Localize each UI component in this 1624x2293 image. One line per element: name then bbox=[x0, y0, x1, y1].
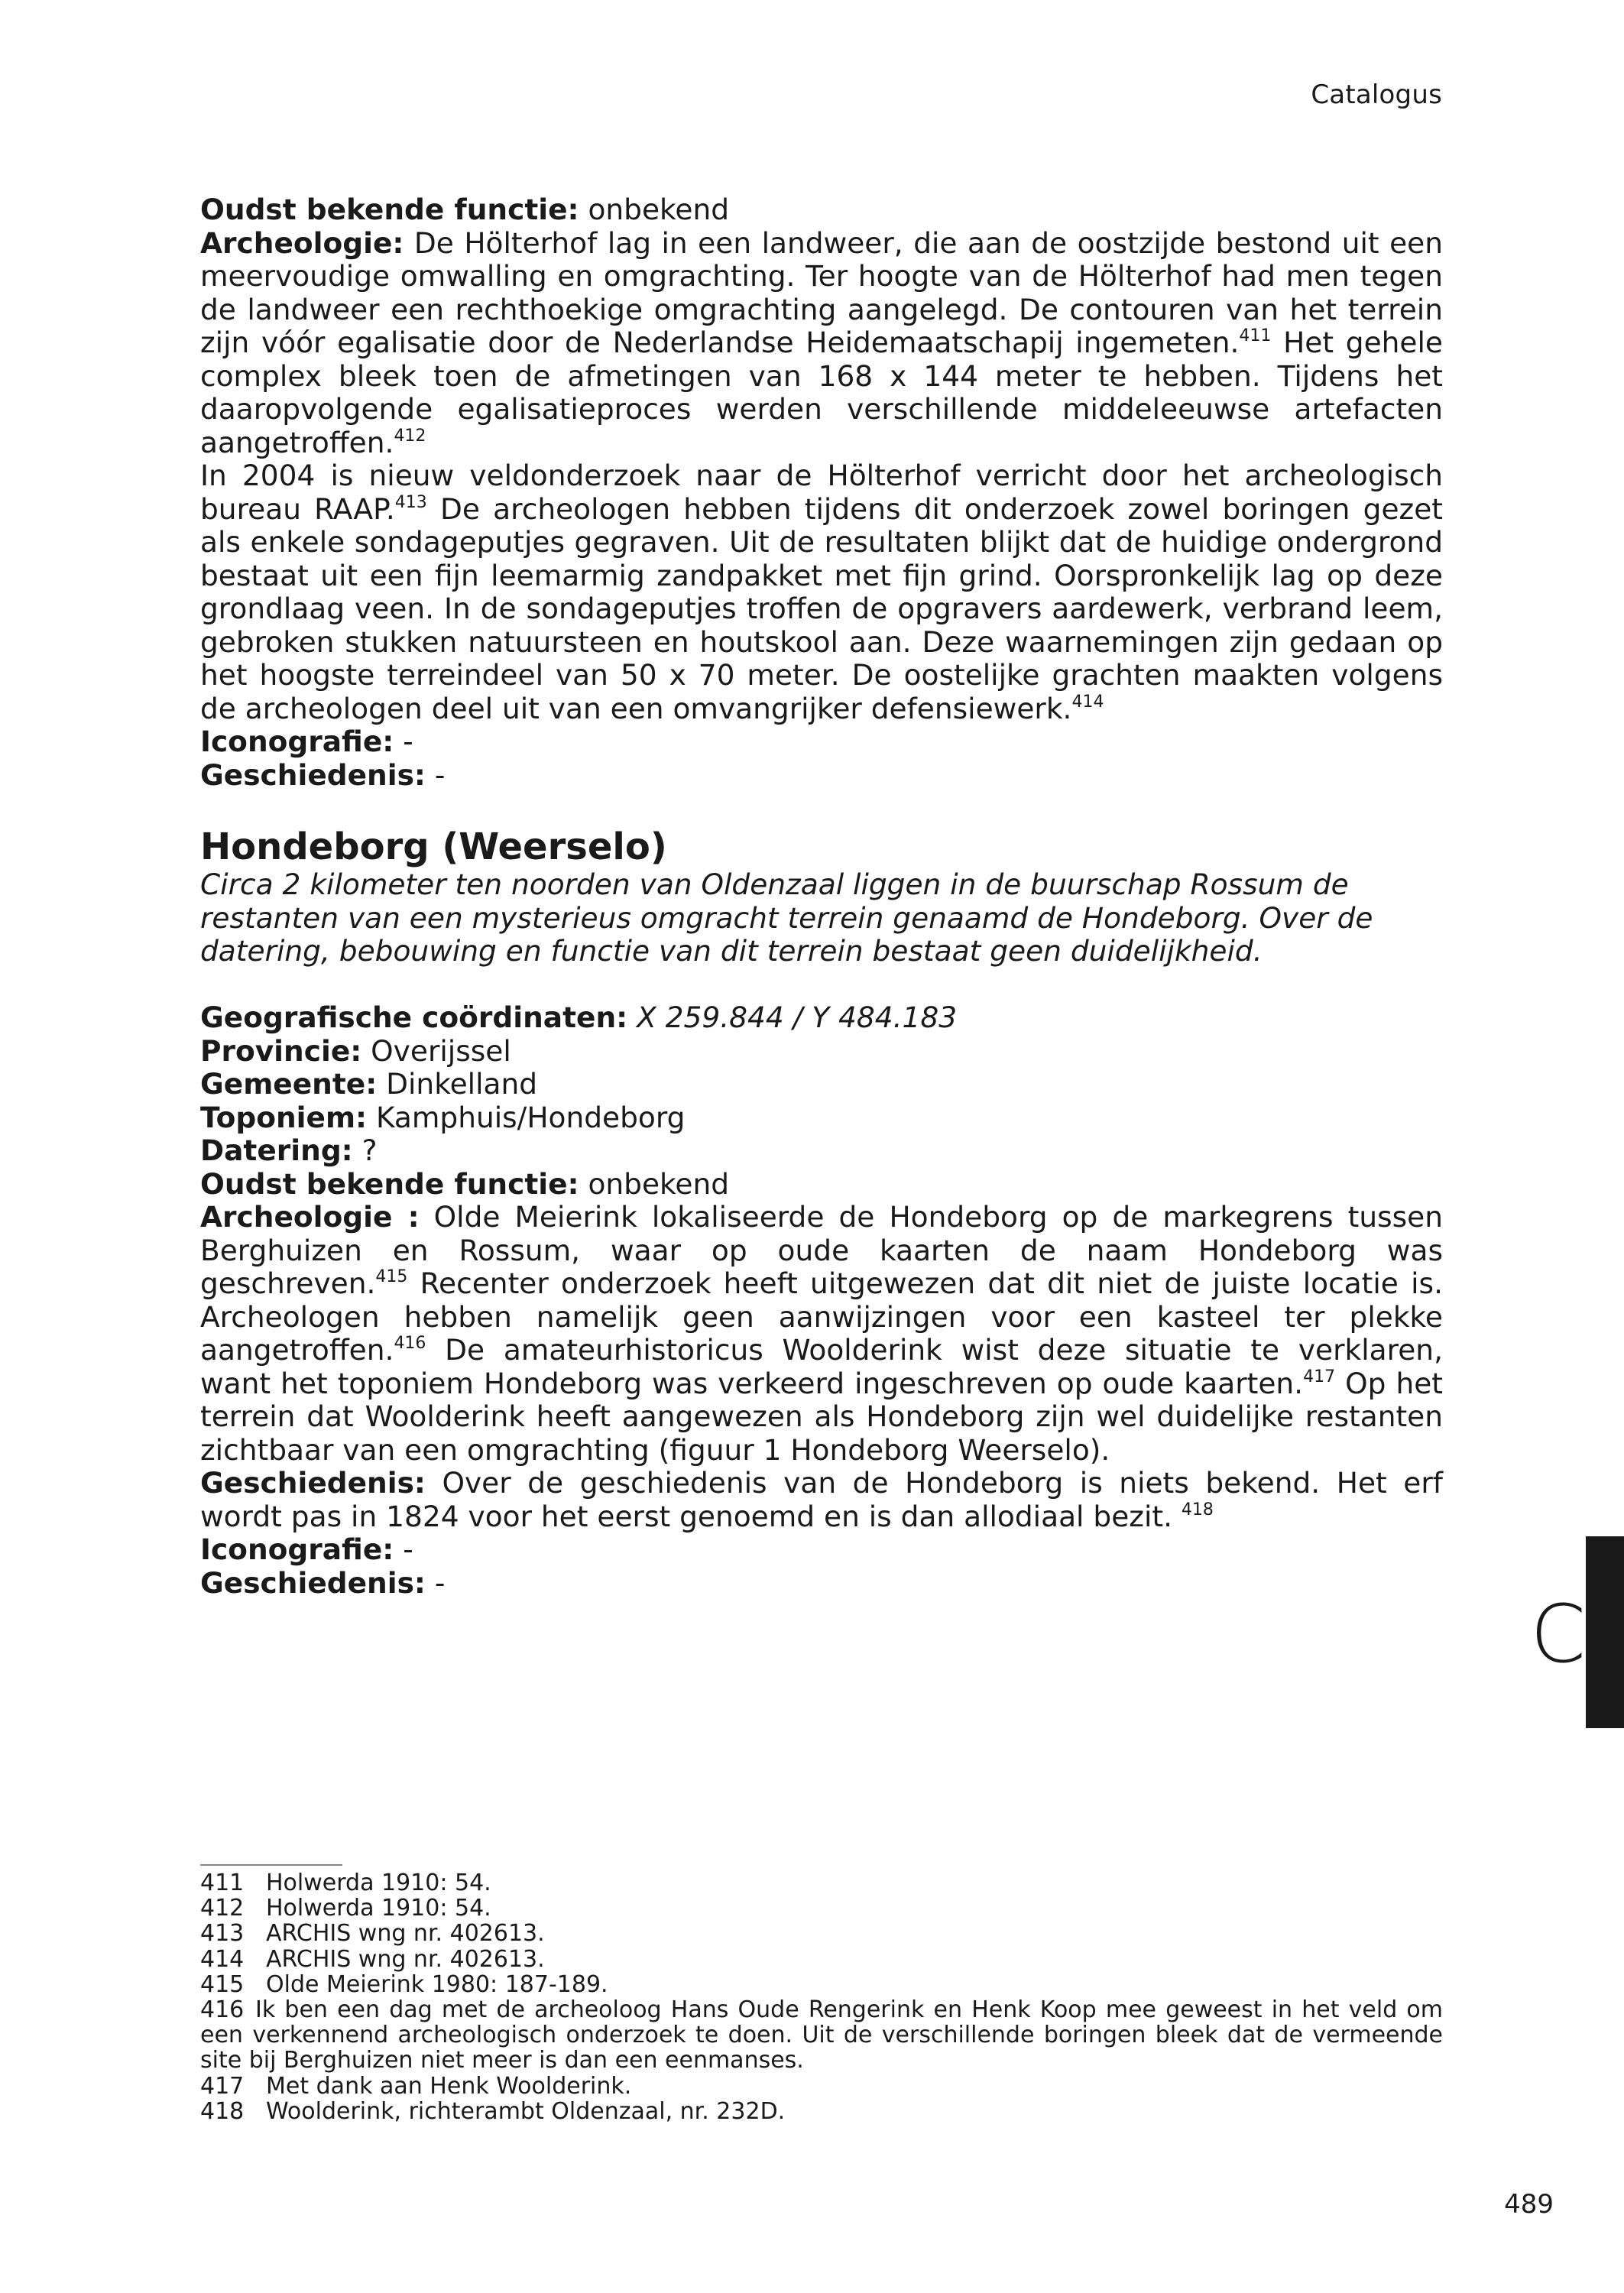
field-label: Archeologie : bbox=[200, 1200, 420, 1234]
footnote-ref: 412 bbox=[394, 426, 426, 446]
field-label: Archeologie: bbox=[200, 225, 404, 260]
field-label: Geschiedenis: bbox=[200, 1466, 426, 1500]
footnote-number: 418 bbox=[200, 2097, 245, 2125]
field-iconografie bbox=[200, 1533, 1443, 1567]
running-head: Catalogus bbox=[1311, 79, 1442, 110]
field-geschiedenis bbox=[200, 1567, 1443, 1601]
footnote-text: ARCHIS wng nr. 402613. bbox=[266, 1945, 545, 1973]
field-value: - bbox=[425, 757, 446, 792]
field-label: Iconografie: bbox=[200, 725, 394, 758]
footnote-ref: 414 bbox=[1071, 692, 1104, 712]
paragraph-text: Het gehele complex bleek toen de afmetingen van 168 x 144 meter te hebben. Tijdens het daaropvolgende egalisatieproces werden verschillende middeleeuwse artefacten aangetroffen. bbox=[200, 326, 1443, 459]
field-geschiedenis bbox=[200, 759, 1443, 793]
field-label: Oudst bekende functie: bbox=[200, 1166, 579, 1201]
field-value: ? bbox=[352, 1134, 378, 1167]
thumb-index-tab bbox=[1586, 1536, 1624, 1728]
field-value: - bbox=[425, 1565, 446, 1600]
field-value: Kamphuis/Hondeborg bbox=[367, 1100, 686, 1134]
entry-intro bbox=[200, 868, 1443, 968]
footnote bbox=[200, 2099, 1443, 2124]
footnote-ref: 413 bbox=[394, 492, 427, 512]
footnote bbox=[200, 1921, 1443, 1946]
footnote bbox=[200, 1896, 1443, 1921]
footnote-text: Holwerda 1910: 54. bbox=[266, 1870, 491, 1896]
field-label: Gemeente: bbox=[200, 1067, 378, 1101]
field-gemeente bbox=[200, 1068, 1443, 1101]
footnote-text: ARCHIS wng nr. 402613. bbox=[266, 1920, 545, 1948]
entry-title: Hondeborg (Weerselo) bbox=[200, 825, 667, 868]
footnote bbox=[200, 1947, 1443, 1972]
hoelterhof-entry-body bbox=[200, 193, 1443, 792]
field-archeologie bbox=[200, 227, 1443, 460]
field-label: Geografische coördinaten: bbox=[200, 1001, 628, 1034]
field-value: - bbox=[394, 1532, 413, 1566]
footnote-number: 412 bbox=[200, 1895, 245, 1922]
field-label: Datering: bbox=[200, 1134, 353, 1167]
field-oudst-bekende-functie bbox=[200, 1168, 1443, 1202]
field-value: onbekend bbox=[579, 1166, 730, 1201]
field-oudst-bekende-functie bbox=[200, 193, 1443, 227]
paragraph bbox=[200, 459, 1443, 725]
paragraph-text: In 2004 is nieuw veldonderzoek naar de Hölterhof verricht door het archeologisch bureau RAAP. bbox=[200, 459, 1443, 526]
footnote-number: 416 bbox=[200, 1996, 245, 2024]
footnote-ref: 417 bbox=[1303, 1367, 1336, 1387]
footnote-number: 413 bbox=[200, 1920, 245, 1948]
field-value: Dinkelland bbox=[377, 1067, 538, 1101]
field-value: Overijssel bbox=[361, 1033, 511, 1068]
paragraph-text: De amateurhistoricus Woolderink wist deze situatie te verklaren, want het toponiem Hondeborg was verkeerd ingeschreven op oude kaarten. bbox=[200, 1333, 1443, 1400]
paragraph-text: De archeologen hebben tijdens dit onderzoek zowel boringen gezet als enkele sondageputjes gegraven. Uit de resultaten blijkt dat de huidige ondergrond bestaat uit een fijn leemarmig zandpakket met fijn grind. Oorspronkelijk lag op deze grondlaag veen. In de sondageputjes troffen de opgravers aardewerk, verbrand leem, gebroken stukken natuursteen en houtskool aan. Deze waarnemingen zijn gedaan op het hoogste terreindeel van 50 x 70 meter. De oostelijke grachten maakten volgens de archeologen deel uit van een omvangrijker defensiewerk. bbox=[200, 491, 1443, 725]
footnote-text: Holwerda 1910: 54. bbox=[266, 1895, 491, 1922]
footnote-number: 411 bbox=[200, 1870, 245, 1896]
footnote-number: 417 bbox=[200, 2072, 245, 2100]
footnote-ref: 411 bbox=[1239, 326, 1272, 345]
footnotes bbox=[200, 1870, 1443, 2124]
footnote-divider bbox=[200, 1864, 342, 1866]
footnote-text: Olde Meierink 1980: 187-189. bbox=[266, 1970, 608, 1998]
field-datering bbox=[200, 1134, 1443, 1168]
field-provincie bbox=[200, 1035, 1443, 1069]
field-value: X 259.844 / Y 484.183 bbox=[627, 1001, 958, 1034]
footnote-text: Woolderink, richterambt Oldenzaal, nr. 232D. bbox=[266, 2097, 786, 2125]
footnote bbox=[200, 1997, 1443, 2074]
section-letter: C bbox=[1530, 1588, 1586, 1681]
paragraph-text: De Hölterhof lag in een landweer, die aan de oostzijde bestond uit een meervoudige omwalling en omgrachting. Ter hoogte van de Hölterhof had men tegen de landweer een rechthoekige omgrachting aangelegd. De contouren van het terrein zijn vóór egalisatie door de Nederlandse Heidemaatschapij ingemeten. bbox=[200, 225, 1443, 359]
footnote-ref: 415 bbox=[375, 1267, 408, 1286]
field-label: Iconografie: bbox=[200, 1532, 394, 1566]
footnote bbox=[200, 1870, 1443, 1896]
field-label: Geschiedenis: bbox=[200, 1565, 426, 1600]
field-archeologie bbox=[200, 1201, 1443, 1467]
field-coordinaten bbox=[200, 1001, 1443, 1035]
footnote-text: Ik ben een dag met de archeoloog Hans Oude Rengerink en Henk Koop mee geweest in het veld om een verkennend archeologisch onderzoek te doen. Uit de verschillende boringen bleek dat de vermeende site bij Berghuizen niet meer is dan een eenmanses. bbox=[200, 1996, 1443, 2074]
field-label: Toponiem: bbox=[200, 1100, 368, 1134]
hondeborg-entry-body bbox=[200, 1001, 1443, 1600]
field-label: Provincie: bbox=[200, 1033, 362, 1068]
page-number: 489 bbox=[1504, 2189, 1554, 2220]
footnote-ref: 416 bbox=[394, 1334, 426, 1353]
paragraph-text: Op het terrein dat Woolderink heeft aangewezen als Hondeborg zijn wel duidelijke restanten zichtbaar van een omgrachting (figuur 1 Hondeborg Weerselo). bbox=[200, 1366, 1444, 1467]
footnote bbox=[200, 2074, 1443, 2099]
footnote bbox=[200, 1972, 1443, 1997]
paragraph-text: Olde Meierink lokaliseerde de Hondeborg op de markegrens tussen Berghuizen en Rossum, waar op oude kaarten de naam Hondeborg was geschreven. bbox=[200, 1200, 1443, 1300]
footnote-number: 415 bbox=[200, 1970, 245, 1998]
field-label: Oudst bekende functie: bbox=[200, 193, 579, 226]
footnote-number: 414 bbox=[200, 1945, 245, 1973]
footnote-text: Met dank aan Henk Woolderink. bbox=[266, 2072, 632, 2100]
field-value: - bbox=[394, 725, 413, 758]
field-toponiem bbox=[200, 1101, 1443, 1135]
intro-text: Circa 2 kilometer ten noorden van Oldenzaal liggen in de buurschap Rossum de restanten van een mysterieus omgracht terrein genaamd de Hondeborg. Over de datering, bebouwing en functie van dit terrein bestaat geen duidelijkheid. bbox=[200, 868, 1373, 968]
paragraph-text: Over de geschiedenis van de Hondeborg is niets bekend. Het erf wordt pas in 1824 voor het eerst genoemd en is dan allodiaal bezit. bbox=[200, 1466, 1443, 1533]
field-geschiedenis bbox=[200, 1467, 1443, 1533]
field-iconografie bbox=[200, 725, 1443, 759]
paragraph-text: Recenter onderzoek heeft uitgewezen dat dit niet de juiste locatie is. Archeologen hebben namelijk geen aanwijzingen voor een kasteel ter plekke aangetroffen. bbox=[200, 1267, 1443, 1367]
field-value: onbekend bbox=[579, 193, 730, 226]
footnote-ref: 418 bbox=[1181, 1500, 1214, 1519]
field-label: Geschiedenis: bbox=[200, 757, 426, 792]
